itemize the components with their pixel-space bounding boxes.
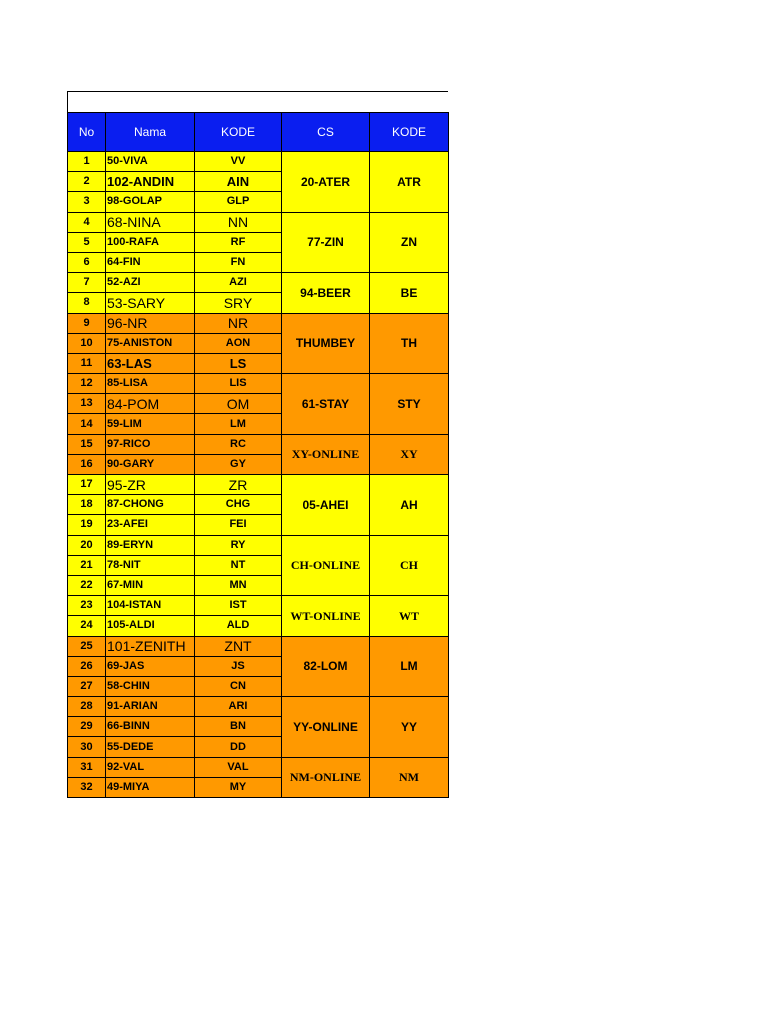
row-no[interactable]: 24	[68, 616, 106, 636]
row-kode[interactable]: LM	[195, 414, 282, 434]
table-row	[68, 212, 449, 232]
row-kode[interactable]: LIS	[195, 374, 282, 394]
header-cs-kode: KODE	[370, 113, 449, 152]
header-row	[68, 113, 449, 152]
row-no[interactable]: 7	[68, 273, 106, 293]
row-nama[interactable]: 102-ANDIN	[106, 172, 195, 192]
row-no[interactable]: 25	[68, 636, 106, 656]
row-kode[interactable]: AZI	[195, 273, 282, 293]
cs-name[interactable]: 05-AHEI	[282, 475, 370, 536]
row-kode[interactable]: RY	[195, 535, 282, 555]
table-row	[68, 152, 449, 172]
cs-name[interactable]: WT-ONLINE	[282, 596, 370, 636]
row-kode[interactable]: NR	[195, 313, 282, 333]
row-kode[interactable]: GLP	[195, 192, 282, 212]
table-row	[68, 757, 449, 777]
row-kode[interactable]: AIN	[195, 172, 282, 192]
row-no[interactable]: 18	[68, 495, 106, 515]
row-no[interactable]: 5	[68, 232, 106, 252]
row-kode[interactable]: GY	[195, 454, 282, 474]
row-kode[interactable]: ARI	[195, 697, 282, 717]
row-no[interactable]: 9	[68, 313, 106, 333]
cs-kode[interactable]: WT	[370, 596, 449, 636]
row-kode[interactable]: RC	[195, 434, 282, 454]
table-row	[68, 697, 449, 717]
row-kode[interactable]: FEI	[195, 515, 282, 535]
cs-kode[interactable]: TH	[370, 313, 449, 374]
cs-kode[interactable]: AH	[370, 475, 449, 536]
row-nama[interactable]: 53-SARY	[106, 293, 195, 313]
cs-kode[interactable]: XY	[370, 434, 449, 474]
row-nama[interactable]: 85-LISA	[106, 374, 195, 394]
cs-name[interactable]: 20-ATER	[282, 152, 370, 213]
cs-name[interactable]: THUMBEY	[282, 313, 370, 374]
row-kode[interactable]: VAL	[195, 757, 282, 777]
row-nama[interactable]: 84-POM	[106, 394, 195, 414]
cs-name[interactable]: NM-ONLINE	[282, 757, 370, 797]
cs-name[interactable]: 94-BEER	[282, 273, 370, 313]
row-kode[interactable]: OM	[195, 394, 282, 414]
row-nama[interactable]: 69-JAS	[106, 656, 195, 676]
row-kode[interactable]: LS	[195, 353, 282, 373]
table-row	[68, 535, 449, 555]
row-nama[interactable]: 66-BINN	[106, 717, 195, 737]
cs-name[interactable]: CH-ONLINE	[282, 535, 370, 596]
row-no[interactable]: 29	[68, 717, 106, 737]
row-kode[interactable]: DD	[195, 737, 282, 757]
table-row	[68, 475, 449, 495]
row-no[interactable]: 8	[68, 293, 106, 313]
row-no[interactable]: 2	[68, 172, 106, 192]
row-nama[interactable]: 75-ANISTON	[106, 333, 195, 353]
row-no[interactable]: 31	[68, 757, 106, 777]
row-no[interactable]: 15	[68, 434, 106, 454]
row-no[interactable]: 28	[68, 697, 106, 717]
row-nama[interactable]: 89-ERYN	[106, 535, 195, 555]
row-nama[interactable]: 100-RAFA	[106, 232, 195, 252]
cs-kode[interactable]: BE	[370, 273, 449, 313]
row-kode[interactable]: NN	[195, 212, 282, 232]
row-nama[interactable]: 68-NINA	[106, 212, 195, 232]
row-kode[interactable]: AON	[195, 333, 282, 353]
cs-kode[interactable]: CH	[370, 535, 449, 596]
row-kode[interactable]: IST	[195, 596, 282, 616]
table-row	[68, 273, 449, 293]
row-kode[interactable]: BN	[195, 717, 282, 737]
row-nama[interactable]: 90-GARY	[106, 454, 195, 474]
row-no[interactable]: 6	[68, 252, 106, 272]
table-row	[68, 374, 449, 394]
row-kode[interactable]: MY	[195, 777, 282, 797]
cs-kode[interactable]: STY	[370, 374, 449, 435]
cs-kode[interactable]: NM	[370, 757, 449, 797]
row-no[interactable]: 19	[68, 515, 106, 535]
row-nama[interactable]: 91-ARIAN	[106, 697, 195, 717]
row-no[interactable]: 30	[68, 737, 106, 757]
cs-name[interactable]: XY-ONLINE	[282, 434, 370, 474]
row-nama[interactable]: 52-AZI	[106, 273, 195, 293]
row-kode[interactable]: JS	[195, 656, 282, 676]
row-no[interactable]: 12	[68, 374, 106, 394]
row-no[interactable]: 10	[68, 333, 106, 353]
cs-kode[interactable]: ZN	[370, 212, 449, 273]
header-kode: KODE	[195, 113, 282, 152]
row-nama[interactable]: 105-ALDI	[106, 616, 195, 636]
row-no[interactable]: 22	[68, 575, 106, 595]
row-kode[interactable]: CN	[195, 676, 282, 696]
row-nama[interactable]: 50-VIVA	[106, 152, 195, 172]
row-no[interactable]: 4	[68, 212, 106, 232]
header-cs: CS	[282, 113, 370, 152]
row-kode[interactable]: SRY	[195, 293, 282, 313]
row-kode[interactable]: ZR	[195, 475, 282, 495]
row-kode[interactable]: NT	[195, 555, 282, 575]
header-no: No	[68, 113, 106, 152]
row-nama[interactable]: 96-NR	[106, 313, 195, 333]
title-cell[interactable]	[67, 91, 448, 112]
cs-name[interactable]: YY-ONLINE	[282, 697, 370, 758]
row-nama[interactable]: 49-MIYA	[106, 777, 195, 797]
cs-kode[interactable]: ATR	[370, 152, 449, 213]
row-nama[interactable]: 95-ZR	[106, 475, 195, 495]
table-row	[68, 596, 449, 616]
row-nama[interactable]: 97-RICO	[106, 434, 195, 454]
cs-table	[67, 112, 449, 798]
row-kode[interactable]: FN	[195, 252, 282, 272]
row-nama[interactable]: 101-ZENITH	[106, 636, 195, 656]
row-no[interactable]: 23	[68, 596, 106, 616]
row-no[interactable]: 3	[68, 192, 106, 212]
row-nama[interactable]: 58-CHIN	[106, 676, 195, 696]
row-kode[interactable]: ALD	[195, 616, 282, 636]
table-row	[68, 636, 449, 656]
cs-kode[interactable]: YY	[370, 697, 449, 758]
row-no[interactable]: 27	[68, 676, 106, 696]
row-no[interactable]: 1	[68, 152, 106, 172]
row-no[interactable]: 32	[68, 777, 106, 797]
row-kode[interactable]: ZNT	[195, 636, 282, 656]
row-kode[interactable]: CHG	[195, 495, 282, 515]
row-no[interactable]: 21	[68, 555, 106, 575]
row-kode[interactable]: RF	[195, 232, 282, 252]
row-nama[interactable]: 78-NIT	[106, 555, 195, 575]
row-no[interactable]: 11	[68, 353, 106, 373]
row-no[interactable]: 14	[68, 414, 106, 434]
header-nama: Nama	[106, 113, 195, 152]
table-row	[68, 313, 449, 333]
cs-kode[interactable]: LM	[370, 636, 449, 697]
row-nama[interactable]: 87-CHONG	[106, 495, 195, 515]
row-nama[interactable]: 59-LIM	[106, 414, 195, 434]
cs-name[interactable]: 82-LOM	[282, 636, 370, 697]
row-no[interactable]: 13	[68, 394, 106, 414]
row-kode[interactable]: VV	[195, 152, 282, 172]
row-nama[interactable]: 104-ISTAN	[106, 596, 195, 616]
row-nama[interactable]: 55-DEDE	[106, 737, 195, 757]
cs-name[interactable]: 77-ZIN	[282, 212, 370, 273]
row-no[interactable]: 17	[68, 475, 106, 495]
row-nama[interactable]: 98-GOLAP	[106, 192, 195, 212]
spreadsheet	[67, 91, 448, 798]
row-no[interactable]: 16	[68, 454, 106, 474]
row-no[interactable]: 20	[68, 535, 106, 555]
row-nama[interactable]: 63-LAS	[106, 353, 195, 373]
row-nama[interactable]: 23-AFEI	[106, 515, 195, 535]
row-nama[interactable]: 92-VAL	[106, 757, 195, 777]
row-nama[interactable]: 67-MIN	[106, 575, 195, 595]
table-row	[68, 434, 449, 454]
row-kode[interactable]: MN	[195, 575, 282, 595]
row-nama[interactable]: 64-FIN	[106, 252, 195, 272]
row-no[interactable]: 26	[68, 656, 106, 676]
cs-name[interactable]: 61-STAY	[282, 374, 370, 435]
